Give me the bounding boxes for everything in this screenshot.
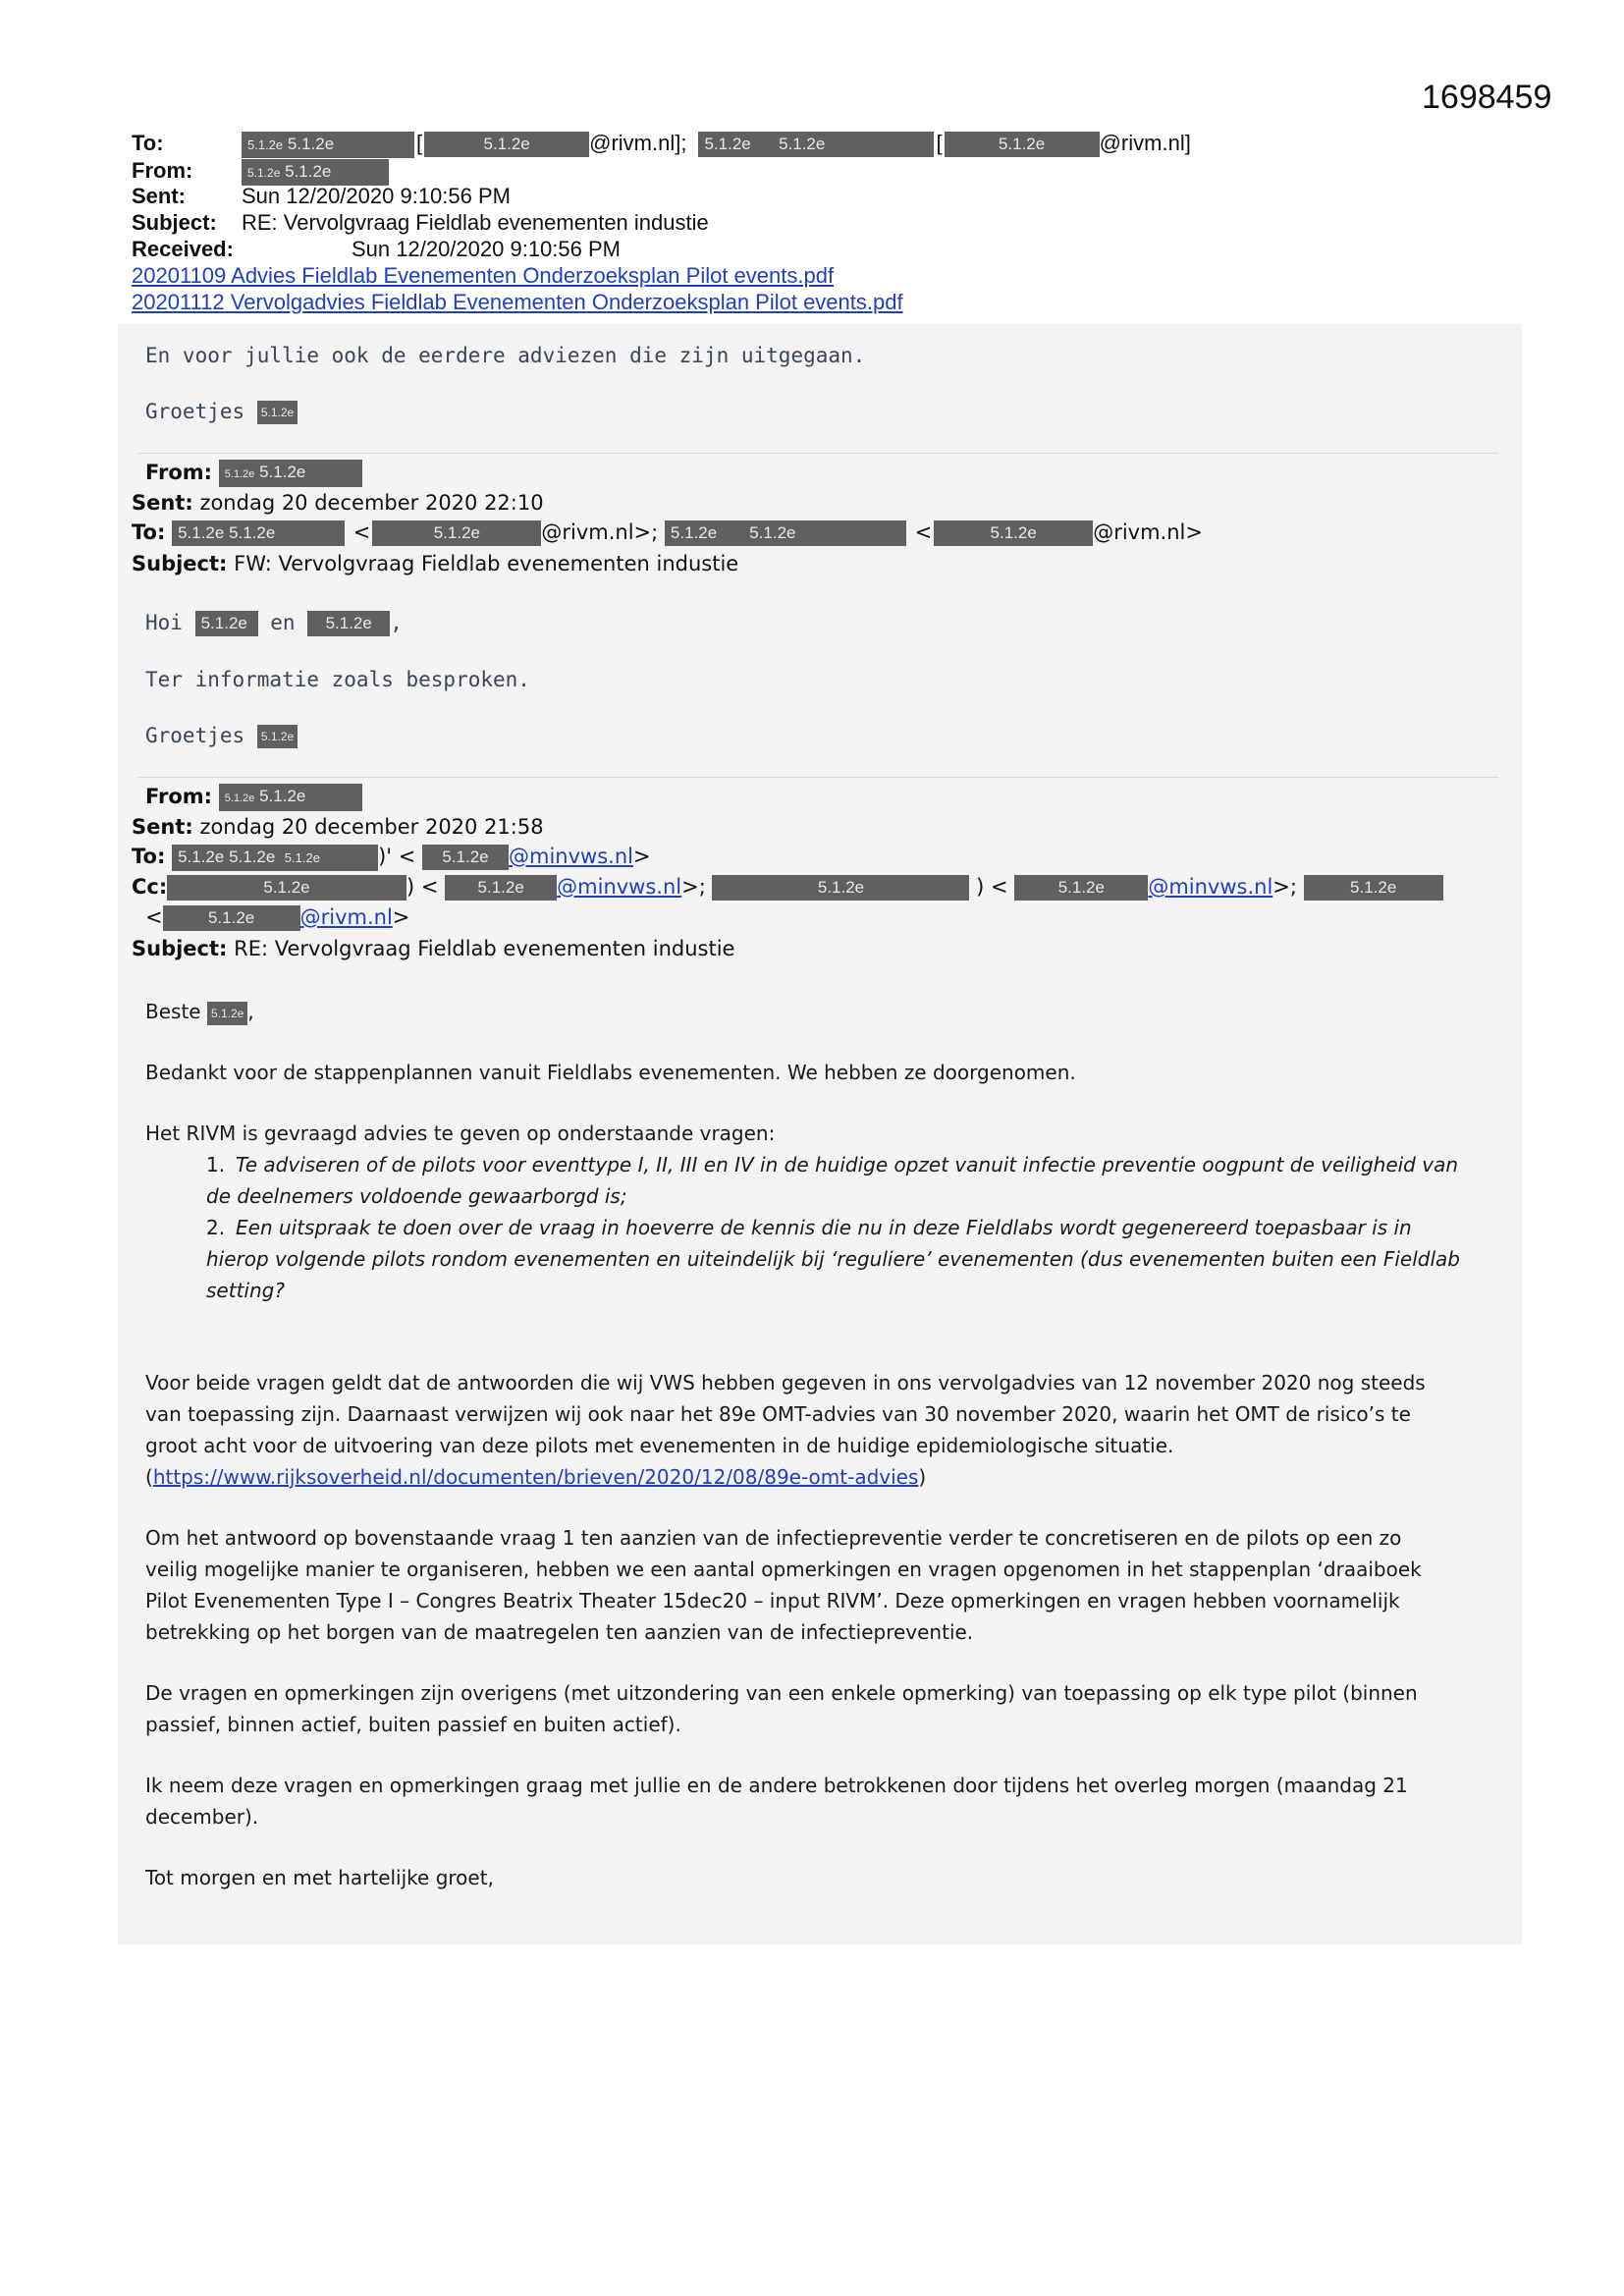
redaction-box (665, 520, 906, 546)
question-item (145, 1149, 1520, 1212)
msg3-sent-row (132, 812, 544, 843)
paren: ) (918, 1465, 927, 1489)
redaction-box: 5.1.2e (422, 845, 509, 870)
bracket: [ (936, 131, 943, 155)
redaction-code: 5.1.2e (178, 847, 225, 866)
msg3-body (145, 996, 1520, 1893)
header-to-row (132, 130, 1191, 158)
comma: , (390, 611, 403, 634)
lt: < (914, 520, 933, 544)
quote-lt: )' < (378, 845, 416, 868)
subject-label: Subject: (132, 937, 228, 960)
msg1-closing (145, 400, 298, 424)
redaction-code: 5.1.2e (229, 523, 276, 542)
paragraph: Het RIVM is gevraagd advies te geven op onderstaande vragen: (145, 1121, 776, 1145)
conjunction: en (270, 611, 296, 634)
paragraph-line (145, 1461, 1520, 1493)
subject-label: Subject: (132, 552, 228, 575)
paragraph-line: De vragen en opmerkingen zijn overigens (met uitzondering van een enkele opmerking) van toepassing op elk type pilot (binnen (145, 1681, 1418, 1705)
redaction-box: 5.1.2e (257, 401, 298, 424)
msg1-line: En voor jullie ook de eerdere adviezen die zijn uitgegaan. (145, 344, 866, 367)
redaction-box (172, 845, 378, 871)
redaction-code: 5.1.2e (229, 847, 276, 866)
subject-label: Subject: (132, 210, 217, 235)
question-number: 2. (206, 1216, 226, 1239)
cc-label: Cc: (132, 875, 168, 899)
redaction-box: 5.1.2e (445, 875, 557, 901)
redaction-box (242, 159, 389, 186)
header-from-row (132, 157, 389, 186)
paren-lt: ) < (976, 875, 1008, 899)
sent-value: Sun 12/20/2020 9:10:56 PM (242, 184, 511, 208)
redaction-box: 5.1.2e (1304, 875, 1443, 901)
msg2-to-row (132, 518, 1203, 548)
redaction-code: 5.1.2e (259, 787, 306, 805)
sent-value: zondag 20 december 2020 21:58 (192, 815, 544, 839)
msg2-sent-row (132, 488, 544, 519)
redaction-code: 5.1.2e (247, 165, 281, 180)
redaction-box (698, 132, 934, 157)
minvws-link[interactable]: @minvws.nl (509, 845, 633, 868)
redaction-box: 5.1.2e (945, 132, 1100, 157)
gt: > (392, 905, 410, 929)
redaction-code: 5.1.2e (284, 849, 320, 865)
redaction-code: 5.1.2e (285, 161, 332, 181)
redaction-box: 5.1.2e (195, 611, 258, 636)
paragraph: Bedankt voor de stappenplannen vanuit Fieldlabs evenementen. We hebben ze doorgenomen. (145, 1061, 1076, 1084)
paragraph-line: december). (145, 1805, 259, 1829)
msg3-from-row (145, 782, 362, 812)
redaction-code: 5.1.2e (224, 468, 255, 480)
redaction-box: 5.1.2e (372, 520, 541, 546)
question-item (145, 1212, 1520, 1306)
paragraph-line: veilig mogelijke manier te organiseren, hebben we een aantal opmerkingen en vragen opgenomen in het stappenplan ‘draaiboek (145, 1558, 1422, 1581)
lt: < (145, 905, 163, 929)
paragraph-line: Voor beide vragen geldt dat de antwoorden die wij VWS hebben gegeven in ons vervolgadvies van 12 november 2020 nog steeds (145, 1371, 1426, 1394)
msg3-cc-row-2 (145, 902, 409, 933)
received-label: Received: (132, 237, 234, 261)
paren-lt: ) < (406, 875, 439, 899)
divider (137, 453, 1498, 454)
redaction-code: 5.1.2e (178, 523, 225, 542)
greeting (145, 996, 1520, 1027)
greeting-text: Beste (145, 1000, 201, 1023)
subject-value: FW: Vervolgvraag Fieldlab evenementen industie (227, 552, 739, 575)
gt: > (632, 845, 651, 868)
to-label: To: (132, 520, 166, 544)
omt-advies-link[interactable]: https://www.rijksoverheid.nl/documenten/brieven/2020/12/08/89e-omt-advies (152, 1465, 919, 1489)
redaction-code: 5.1.2e (247, 137, 284, 152)
sent-value: zondag 20 december 2020 22:10 (192, 491, 544, 515)
comma: , (247, 1000, 254, 1023)
semicolon: >; (681, 875, 706, 899)
redaction-box: 5.1.2e (167, 875, 406, 901)
redaction-code: 5.1.2e (224, 793, 255, 804)
attachment-link[interactable] (132, 262, 834, 289)
to-label: To: (132, 131, 164, 155)
paragraph-line: betrekking op het borgen van de maatregelen ten aanzien van de infectiepreventie. (145, 1620, 974, 1644)
redaction-code: 5.1.2e (779, 135, 826, 154)
rivm-address: @rivm.nl>; (541, 520, 659, 544)
closing-text: Groetjes (145, 400, 245, 423)
msg2-closing (145, 724, 298, 748)
redaction-code: 5.1.2e (670, 523, 718, 542)
question-text: setting? (206, 1279, 285, 1302)
received-value: Sun 12/20/2020 9:10:56 PM (352, 237, 621, 261)
question-number: 1. (206, 1153, 226, 1176)
semicolon: >; (1272, 875, 1297, 899)
rivm-address: @rivm.nl> (1093, 520, 1203, 544)
paren: ( (145, 1465, 153, 1489)
question-text: Te adviseren of de pilots voor eventtype I, II, III en IV in de huidige opzet vanuit infectie preventie oogpunt de veiligheid van (236, 1153, 1458, 1176)
rivm-link[interactable]: @rivm.nl (299, 905, 393, 929)
paragraph-line: Om het antwoord op bovenstaande vraag 1 ten aanzien van de infectiepreventie verder te concretiseren en de pilots op een zo (145, 1526, 1402, 1550)
document-id: 1698459 (1422, 79, 1552, 116)
redaction-code: 5.1.2e (259, 463, 306, 481)
paragraph-line: van toepassing zijn. Daarnaast verwijzen wij ook naar het 89e OMT-advies van 30 november 2020, waarin het OMT de risico’s te (145, 1402, 1411, 1426)
redaction-box (172, 520, 345, 546)
redaction-box: 5.1.2e (934, 520, 1093, 546)
paragraph-line: groot acht voor de uitvoering van deze pilots met evenementen in de huidige epidemiologische situatie. (145, 1434, 1174, 1457)
msg2-subject-row (132, 549, 738, 579)
redaction-box: 5.1.2e (307, 611, 390, 636)
question-text: de deelnemers voldoende gewaarborgd is; (206, 1184, 627, 1208)
divider (137, 777, 1498, 778)
paragraph-line: Ik neem deze vragen en opmerkingen graag met jullie en de andere betrokkenen door tijdens het overleg morgen (maandag 21 (145, 1774, 1408, 1797)
question-text: Een uitspraak te doen over de vraag in hoeverre de kennis die nu in deze Fieldlabs wordt gegenereerd toepasbaar is in (236, 1216, 1412, 1239)
from-label: From: (132, 158, 193, 183)
closing: Tot morgen en met hartelijke groet, (145, 1866, 494, 1889)
paragraph-line: passief, binnen actief, buiten passief en buiten actief). (145, 1713, 681, 1736)
sent-label: Sent: (132, 184, 186, 208)
redaction-box: 5.1.2e (257, 725, 298, 748)
redaction-box: 5.1.2e (163, 905, 300, 931)
redaction-code: 5.1.2e (287, 134, 335, 153)
paragraph-line: Pilot Evenementen Type I – Congres Beatrix Theater 15dec20 – input RIVM’. Deze opmerkingen en vragen hebben voornamelijk (145, 1589, 1400, 1613)
redaction-code: 5.1.2e (704, 135, 751, 154)
redaction-box: 5.1.2e (712, 875, 969, 901)
rivm-address: @rivm.nl] (1099, 131, 1191, 155)
closing-text: Groetjes (145, 724, 245, 747)
redaction-code: 5.1.2e (749, 523, 796, 542)
redaction-box: 5.1.2e (207, 1002, 247, 1025)
question-text: hierop volgende pilots rondom evenementen en uiteindelijk bij ‘reguliere’ evenementen (dus evenementen buiten een Fieldlab (206, 1247, 1460, 1271)
from-label: From: (145, 461, 213, 484)
msg2-greeting (145, 611, 403, 636)
minvws-link[interactable]: @minvws.nl (557, 875, 682, 899)
redaction-box (219, 784, 362, 811)
msg2-line: Ter informatie zoals besproken. (145, 668, 530, 691)
greeting-text: Hoi (145, 611, 183, 634)
msg3-subject-row (132, 934, 734, 964)
msg2-from-row (145, 458, 362, 488)
attachment-link[interactable] (132, 289, 903, 315)
header-subject-row (132, 209, 709, 236)
lt: < (352, 520, 371, 544)
bracket: [ (416, 131, 423, 155)
attachment-link-text[interactable]: 20201109 Advies Fieldlab Evenementen Onderzoeksplan Pilot events.pdf (132, 263, 835, 288)
attachment-link-text[interactable]: 20201112 Vervolgadvies Fieldlab Evenementen Onderzoeksplan Pilot events.pdf (132, 290, 903, 314)
subject-value: RE: Vervolgvraag Fieldlab evenementen industie (227, 937, 735, 960)
sent-label: Sent: (132, 491, 193, 515)
msg3-cc-row (132, 872, 1443, 902)
redaction-box (219, 460, 362, 487)
sent-label: Sent: (132, 815, 193, 839)
header-sent-row (132, 183, 511, 209)
rivm-address: @rivm.nl]; (589, 131, 687, 155)
subject-value: RE: Vervolgvraag Fieldlab evenementen industie (242, 210, 709, 235)
from-label: From: (145, 785, 213, 808)
msg3-to-row (132, 842, 651, 872)
redaction-box: 5.1.2e (1014, 875, 1148, 901)
to-label: To: (132, 845, 166, 868)
header-received-row (132, 236, 621, 262)
redaction-box (242, 132, 414, 158)
minvws-link[interactable]: @minvws.nl (1148, 875, 1273, 899)
redaction-box: 5.1.2e (424, 132, 589, 157)
